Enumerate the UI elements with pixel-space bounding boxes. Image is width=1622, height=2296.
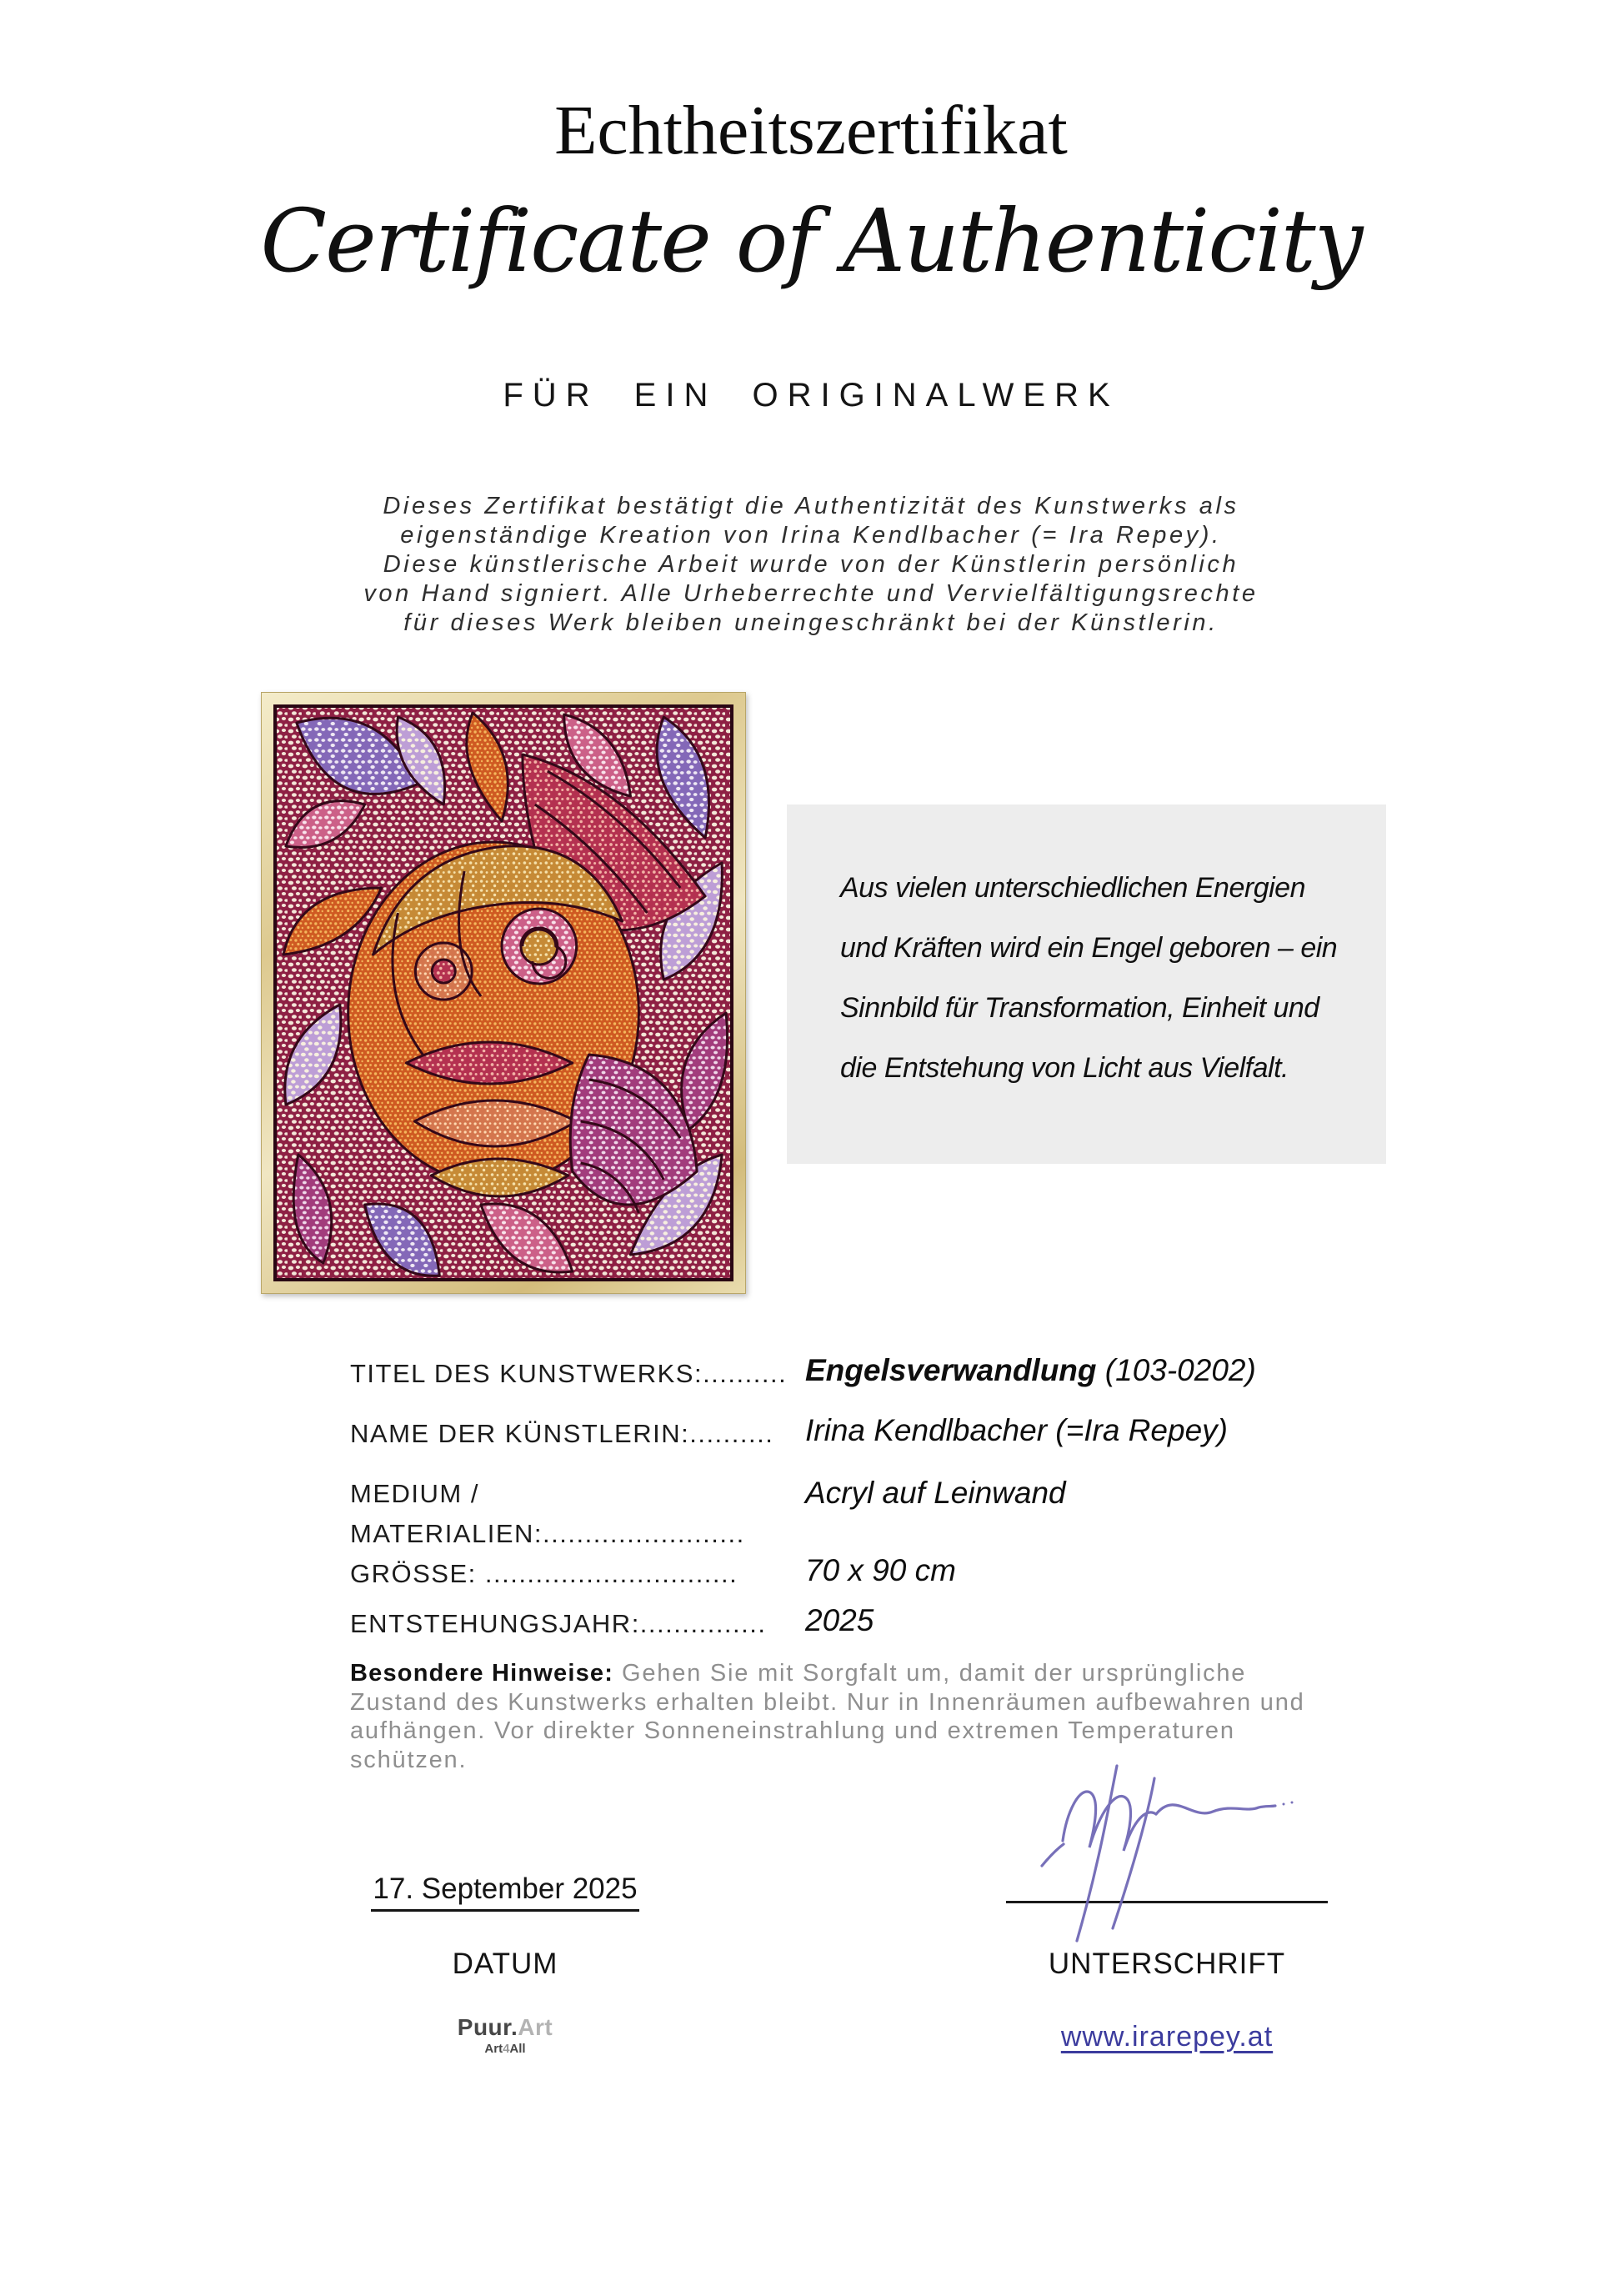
signature-image xyxy=(984,1741,1334,1974)
quote-line: Sinnbild für Transformation, Einheit und xyxy=(840,992,1319,1024)
intro-line: Diese künstlerische Arbeit wurde von der Künstlerin persönlich xyxy=(383,551,1239,578)
field-label-name: NAME DER KÜNSTLERIN:.......... xyxy=(350,1419,774,1448)
fields-section xyxy=(350,1344,1400,1661)
intro-paragraph xyxy=(0,492,1622,638)
field-value-jahr: 2025 xyxy=(805,1603,874,1637)
quote-line: Aus vielen unterschiedlichen Energien xyxy=(840,872,1305,904)
date-label: DATUM xyxy=(452,1948,558,1980)
field-label-medium-2: MATERIALIEN:........................ xyxy=(350,1519,745,1548)
website-block xyxy=(1000,2021,1334,2053)
field-label-groesse: GRÖSSE: .............................. xyxy=(350,1559,738,1588)
puurart-logo xyxy=(417,2016,593,2055)
artwork-frame xyxy=(261,692,746,1294)
puurart-logo-main: Puur.Art xyxy=(457,2014,553,2040)
field-label-jahr: ENTSTEHUNGSJAHR:............... xyxy=(350,1609,767,1638)
intro-line: eigenständige Kreation von Irina Kendlbacher (= Ira Repey). xyxy=(400,522,1222,549)
date-block xyxy=(350,1872,660,1912)
artwork-code: (103-0202) xyxy=(1096,1353,1256,1387)
special-notes-label: Besondere Hinweise: xyxy=(350,1660,614,1687)
page-title-german: Echtheitszertifikat xyxy=(554,92,1068,169)
artwork-quote-box xyxy=(787,805,1386,1164)
artwork-title: Engelsverwandlung xyxy=(805,1353,1097,1387)
field-value-titel xyxy=(805,1353,1256,1388)
field-value-name: Irina Kendlbacher (=Ira Repey) xyxy=(805,1413,1228,1447)
website-link[interactable]: www.irarepey.at xyxy=(1060,2021,1274,2053)
field-label-medium-1: MEDIUM / xyxy=(350,1479,479,1508)
artwork-image xyxy=(273,704,733,1281)
subtitle-originalwerk: FÜR EIN ORIGINALWERK xyxy=(503,377,1119,414)
intro-line: von Hand signiert. Alle Urheberrechte und Vervielfältigungsrechte xyxy=(363,580,1259,607)
intro-line: für dieses Werk bleiben uneingeschränkt bei der Künstlerin. xyxy=(403,609,1219,636)
field-label-titel: TITEL DES KUNSTWERKS:.......... xyxy=(350,1359,788,1388)
puurart-logo-sub: Art4All xyxy=(484,2042,526,2056)
field-value-medium: Acryl auf Leinwand xyxy=(805,1476,1066,1510)
intro-line: Dieses Zertifikat bestätigt die Authentizität des Kunstwerks als xyxy=(383,493,1239,519)
date-value: 17. September 2025 xyxy=(371,1872,638,1912)
signature-label: UNTERSCHRIFT xyxy=(1048,1948,1286,1980)
special-notes-text: Gehen Sie mit Sorgfalt um, damit der ursprüngliche Zustand des Kunstwerks erhalten bleibt. Nur in Innenräumen aufbewahren und aufhängen. Vor direkter Sonneneinstrahlung und extremen Temperaturen schützen. xyxy=(350,1660,1305,1773)
quote-line: und Kräften wird ein Engel geboren – ein xyxy=(840,932,1338,964)
quote-line: die Entstehung von Licht aus Vielfalt. xyxy=(840,1052,1289,1084)
field-value-groesse: 70 x 90 cm xyxy=(805,1553,956,1587)
page-title-english: Certificate of Authenticity xyxy=(260,190,1362,292)
